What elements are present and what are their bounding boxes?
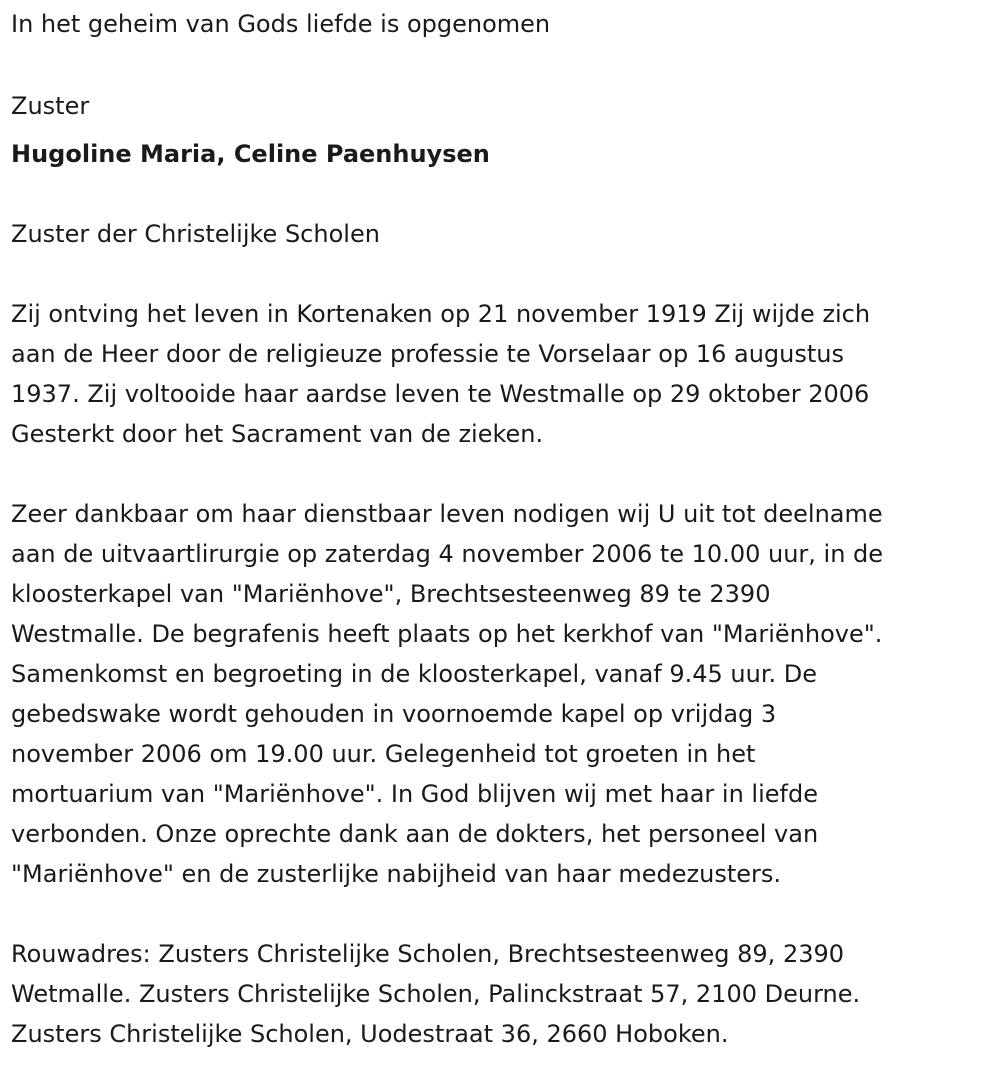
address-paragraph — [11, 934, 996, 1054]
congregation-line: Zuster der Christelijke Scholen — [11, 220, 380, 248]
funeral-line: mortuarium van "Mariënhove". In God blijven wij met haar in liefde — [11, 780, 818, 808]
funeral-line: verbonden. Onze oprechte dank aan de dokters, het personeel van — [11, 820, 819, 848]
life-line: Gesterkt door het Sacrament van de zieken. — [11, 420, 544, 448]
intro-line: In het geheim van Gods liefde is opgenomen — [11, 10, 551, 38]
funeral-line: gebedswake wordt gehouden in voornoemde kapel op vrijdag 3 — [11, 700, 777, 728]
deceased-name: Hugoline Maria, Celine Paenhuysen — [11, 140, 490, 168]
life-line: 1937. Zij voltooide haar aardse leven te Westmalle op 29 oktober 2006 — [11, 380, 870, 408]
funeral-line: Westmalle. De begrafenis heeft plaats op het kerkhof van "Mariënhove". — [11, 620, 883, 648]
funeral-line: Zeer dankbaar om haar dienstbaar leven nodigen wij U uit tot deelname — [11, 500, 883, 528]
address-line: Wetmalle. Zusters Christelijke Scholen, Palinckstraat 57, 2100 Deurne. — [11, 980, 861, 1008]
funeral-line: "Mariënhove" en de zusterlijke nabijheid van haar medezusters. — [11, 860, 782, 888]
title-line: Zuster — [11, 92, 90, 120]
life-paragraph — [11, 294, 996, 454]
address-line: Zusters Christelijke Scholen, Uodestraat 36, 2660 Hoboken. — [11, 1020, 729, 1048]
life-line: aan de Heer door de religieuze professie te Vorselaar op 16 augustus — [11, 340, 845, 368]
funeral-line: aan de uitvaartlirurgie op zaterdag 4 november 2006 te 10.00 uur, in de — [11, 540, 884, 568]
address-line: Rouwadres: Zusters Christelijke Scholen, Brechtsesteenweg 89, 2390 — [11, 940, 845, 968]
funeral-line: Samenkomst en begroeting in de kloosterkapel, vanaf 9.45 uur. De — [11, 660, 818, 688]
funeral-paragraph — [11, 494, 996, 894]
funeral-line: november 2006 om 19.00 uur. Gelegenheid tot groeten in het — [11, 740, 756, 768]
life-line: Zij ontving het leven in Kortenaken op 21 november 1919 Zij wijde zich — [11, 300, 871, 328]
funeral-line: kloosterkapel van "Mariënhove", Brechtsesteenweg 89 te 2390 — [11, 580, 771, 608]
